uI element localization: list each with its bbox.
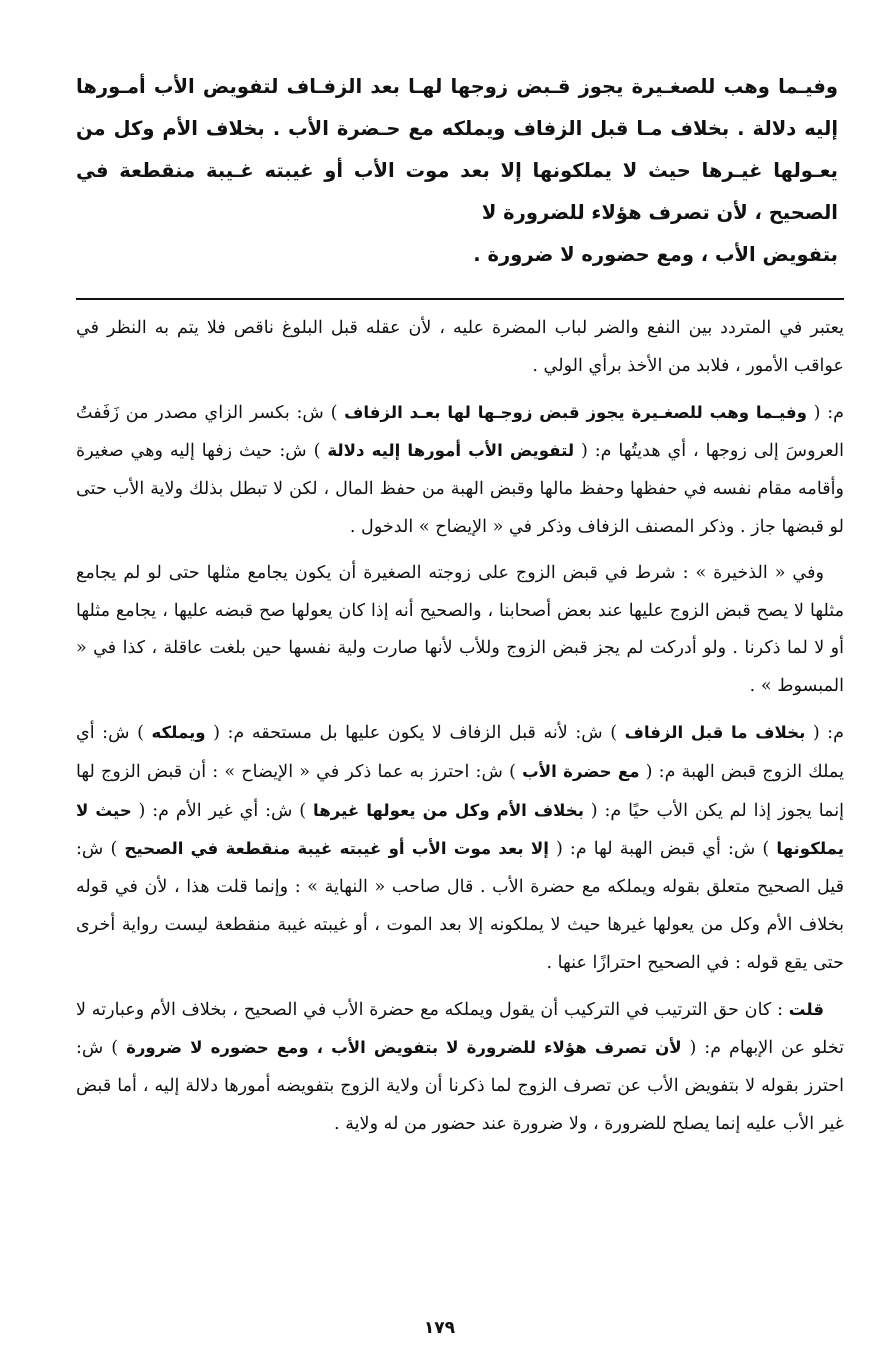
sharh-paragraph-3-text: وفي « الذخيرة » : شرط في قبض الزوج على زوجته الصغيرة أن يكون يجامع مثلها حتى لو لم يجامع مثلها لا يصح قبض الزوج عليها عند بعض أصحابنا ، والصحيح أنه إذا كان يعولها صح قبضه عليها ، يجامع مثلها أو لا لما ذكرنا . ولو أدركت لم يجز قبض الزوج وللأب لأنها صارت ولية نفسها حين بلغت عاقلة ، كذا في « المبسوط » . [76,562,844,697]
quoted-matn: مع حضرة الأب [522,761,640,781]
commentary-text: ) ش: حيث زفها إليه وهي صغيرة وأقامه مقام نفسه في حفظها وحفظ مالها وقبض الهبة من حفظ المال ، لكن لا تبطل بذلك ولاية الأب حتى لو قبضها جاز . وذكر المصنف الزفاف وذكر في « الإيضاح » الدخول . [76,441,844,537]
sharh-paragraph-3 [76,555,844,706]
commentary-text: ) ش: أي قبض الهبة لها م: ( [548,839,777,860]
commentary-text: : كان حق الترتيب في التركيب أن يقول ويملكه مع حضرة الأب في الصحيح ، بخلاف الأم وعبارته لا تخلو عن الإبهام م: ( [76,999,844,1059]
quoted-matn: بخلاف الأم وكل من يعولها غيرها [313,800,584,820]
quoted-matn: إلا بعد موت الأب أو غيبته غيبة منقطعة في الصحيح [124,839,549,859]
commentary-text: م: ( [806,402,845,423]
quoted-matn: حيث لا يملكونها [76,800,844,859]
sharh-paragraph-1: يعتبر في المتردد بين النفع والضر لباب المضرة عليه ، لأن عقله قبل البلوغ ناقص فلا يتم به النظر في عواقب الأمور ، فلابد من الأخذ برأي الولي . [76,318,844,376]
commentary-text: ) ش: احترز بقوله لا بتفويض الأب عن تصرف الزوج لما ذكرنا أن ولاية الزوج بتفويضه أمورها دلالة إليه ، أما قبض غير الأب عليه إنما يصلح للضرورة ، ولا ضرورة عند حضور من له ولاية . [76,1038,844,1134]
matn-text [76,66,844,276]
quoted-matn: لأن تصرف هؤلاء للضرورة لا بتفويض الأب ، ومع حضوره لا ضرورة [126,1038,682,1058]
footnote-divider [76,298,844,300]
commentary-text: ) ش: بكسر الزاي مصدر من زَفَفتُ العروسَ إلى زوجها ، أي هديتُها م: ( [76,402,845,462]
sharh-paragraph-2 [76,394,844,547]
book-page [76,66,844,1356]
quoted-matn: بخلاف ما قبل الزفاف [624,722,806,742]
quoted-matn: ويملكه [151,722,206,742]
sharh-paragraph-5 [76,991,844,1144]
sharh-paragraph-4 [76,714,844,983]
commentary-text: ) ش: احترز به عما ذكر في « الإيضاح » : أن قبض الزوج لها إنما يجوز إذا لم يكن الأب حيًا م: ( [76,761,845,821]
commentary-text: ) ش: أي يملك الزوج قبض الهبة م: ( [76,722,844,782]
page-number: ١٧٩ [423,1318,456,1338]
commentary-text: ) ش: لأنه قبل الزفاف لا يكون عليها بل مستحقه م: ( [205,722,625,743]
quoted-matn: وفيـما وهب للصغـيرة يجوز قبض زوجـها لها بعـد الزفاف [344,402,807,422]
commentary-text: ) ش: أي غير الأم م: ( [131,800,314,821]
commentary-text: م: ( [805,722,845,743]
commentary-text: ) ش: قيل الصحيح متعلق بقوله ويملكه مع حضرة الأب . قال صاحب « النهاية » : وإنما قلت هذا ، لأن في قوله بخلاف الأم وكل من يعولها غيرها حيث لا يملكونه إلا بعد الموت ، أو غيبته غيبة منقطعة ليست رواية أخرى حتى يقع قوله : في الصحيح احترازًا عنها . [76,839,844,973]
matn-last-line: بتفويض الأب ، ومع حضوره لا ضرورة . [473,243,838,266]
quoted-matn: لتفويض الأب أمورها إليه دلالة [327,441,575,461]
matn-body: وفيـما وهب للصغـيرة يجوز قـبض زوجها لهـا بعد الزفـاف لتفويض الأب أمـورها إليه دلالة . بخلاف مـا قبل الزفاف ويملكه مع حـضرة الأب . بخلاف الأم وكل من يعـولها غيـرها حيث لا يملكونها إلا بعد موت الأب أو غيبته غـيبة منقطعة في الصحيح ، لأن تصرف هؤلاء للضرورة لا [76,75,838,224]
quoted-matn: قلت [788,999,824,1019]
